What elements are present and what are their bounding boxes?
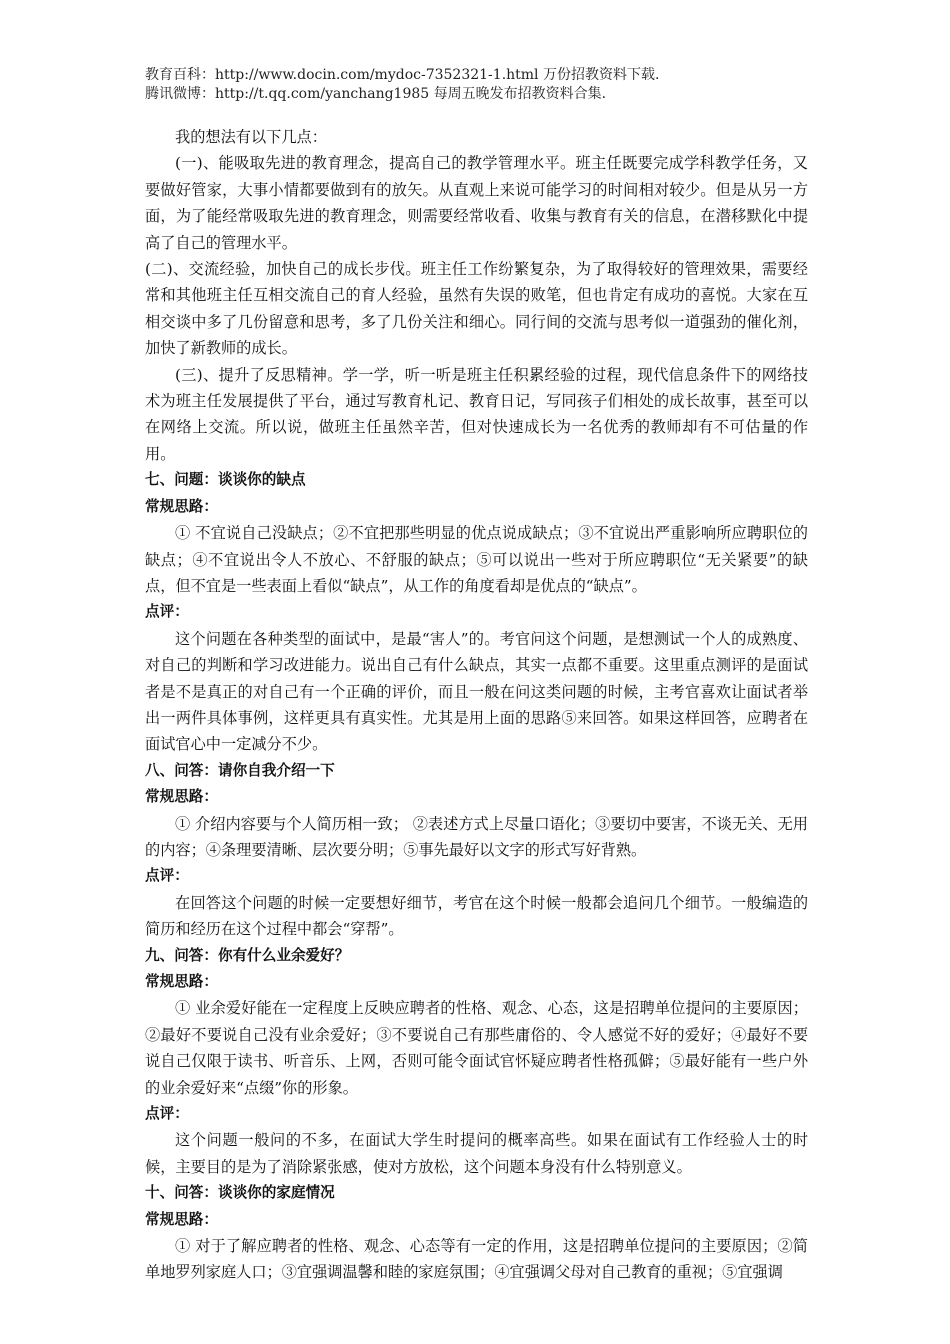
section-7-comment-label: 点评： <box>145 603 189 621</box>
section-8-comment-label: 点评： <box>145 867 189 885</box>
section-7-comment-text: 这个问题在各种类型的面试中，是最“害人”的。考官问这个问题，是想测试一个人的成熟度、对自己的判断和学习改进能力。说出自己有什么缺点，其实一点都不重要。这里重点测评的是面试者是不是真正的对自己有一个正确的评价，而且一般在问这类问题的时候，主考官喜欢让面试者举出一两件具体事例，这样更具有真实性。尤其是用上面的思路⑤来回答。如果这样回答，应聘者在面试官心中一定减分不少。 <box>145 629 808 754</box>
point-two-paragraph: (二)、交流经验，加快自己的成长步伐。班主任工作纷繁复杂，为了取得较好的管理效果，需要经常和其他班主任互相交流自己的育人经验，虽然有失误的败笔，但也肯定有成功的喜悦。大家在互相交谈中多了几份留意和思考，多了几份关注和细心。同行间的交流与思考似一道强劲的催化剂，加快了新教师的成长。 <box>145 260 808 358</box>
section-10-heading: 十、问答：谈谈你的家庭情况 <box>145 1184 335 1202</box>
point-three-paragraph: (三)、提升了反思精神。学一学，听一听是班主任积累经验的过程，现代信息条件下的网络技术为班主任发展提供了平台，通过写教育札记、教育日记，写同孩子们相处的成长故事，甚至可以在网络上交流。所以说，做班主任虽然辛苦，但对快速成长为一名优秀的教师却有不可估量的作用。 <box>145 365 808 463</box>
section-9-comment-label: 点评： <box>145 1105 189 1123</box>
section-7-approach-label: 常规思路： <box>145 497 218 515</box>
header-docin-link[interactable]: 教育百科：http://www.docin.com/mydoc-7352321-1.html 万份招教资料下载. <box>145 67 660 83</box>
section-8-approach-label: 常规思路： <box>145 788 218 806</box>
section-8-comment-text: 在回答这个问题的时候一定要想好细节，考官在这个时候一般都会追问几个细节。一般编造的简历和经历在这个过程中都会“穿帮”。 <box>145 893 808 939</box>
section-8-heading: 八、问答：请你自我介绍一下 <box>145 761 335 779</box>
page-header <box>145 66 845 104</box>
document-body <box>145 124 808 1286</box>
section-7-approach-text: ① 不宜说自己没缺点；②不宜把那些明显的优点说成缺点；③不宜说出严重影响所应聘职位的缺点；④不宜说出令人不放心、不舒服的缺点；⑤可以说出一些对于所应聘职位“无关紧要”的缺点，但不宜是一些表面上看似“缺点”，从工作的角度看却是优点的“缺点”。 <box>145 524 808 595</box>
section-9-approach-text: ① 业余爱好能在一定程度上反映应聘者的性格、观念、心态，这是招聘单位提问的主要原因；②最好不要说自己没有业余爱好；③不要说自己有那些庸俗的、令人感觉不好的爱好；④最好不要说自己仅限于读书、听音乐、上网，否则可能令面试官怀疑应聘者性格孤僻；⑤最好能有一些户外的业余爱好来“点缀”你的形象。 <box>145 999 808 1097</box>
section-10-approach-text: ① 对于了解应聘者的性格、观念、心态等有一定的作用，这是招聘单位提问的主要原因；②简单地罗列家庭人口；③宜强调温馨和睦的家庭氛围；④宜强调父母对自己教育的重视；⑤宜强调 <box>145 1237 808 1282</box>
section-9-comment-text: 这个问题一般问的不多，在面试大学生时提问的概率高些。如果在面试有工作经验人士的时候，主要目的是为了消除紧张感，使对方放松，这个问题本身没有什么特别意义。 <box>145 1131 808 1176</box>
section-10-approach-label: 常规思路： <box>145 1210 218 1228</box>
section-9-heading: 九、问答：你有什么业余爱好？ <box>145 946 350 964</box>
header-weibo-link[interactable]: 腾讯微博：http://t.qq.com/yanchang1985 每周五晚发布招教资料合集. <box>145 86 607 102</box>
point-one-paragraph: (一)、能吸取先进的教育理念，提高自己的教学管理水平。班主任既要完成学科教学任务，又要做好管家，大事小情都要做到有的放矢。从直观上来说可能学习的时间相对较少。但是从另一方面，为了能经常吸取先进的教育理念，则需要经常收看、收集与教育有关的信息，在潜移默化中提高了自己的管理水平。 <box>145 154 808 252</box>
intro-paragraph: 我的想法有以下几点： <box>175 128 327 146</box>
section-9-approach-label: 常规思路： <box>145 973 218 990</box>
section-8-approach-text: ① 介绍内容要与个人简历相一致； ②表述方式上尽量口语化；③要切中要害，不谈无关、无用的内容；④条理要清晰、层次要分明；⑤事先最好以文字的形式写好背熟。 <box>145 814 808 859</box>
section-7-heading: 七、问题：谈谈你的缺点 <box>145 471 306 489</box>
